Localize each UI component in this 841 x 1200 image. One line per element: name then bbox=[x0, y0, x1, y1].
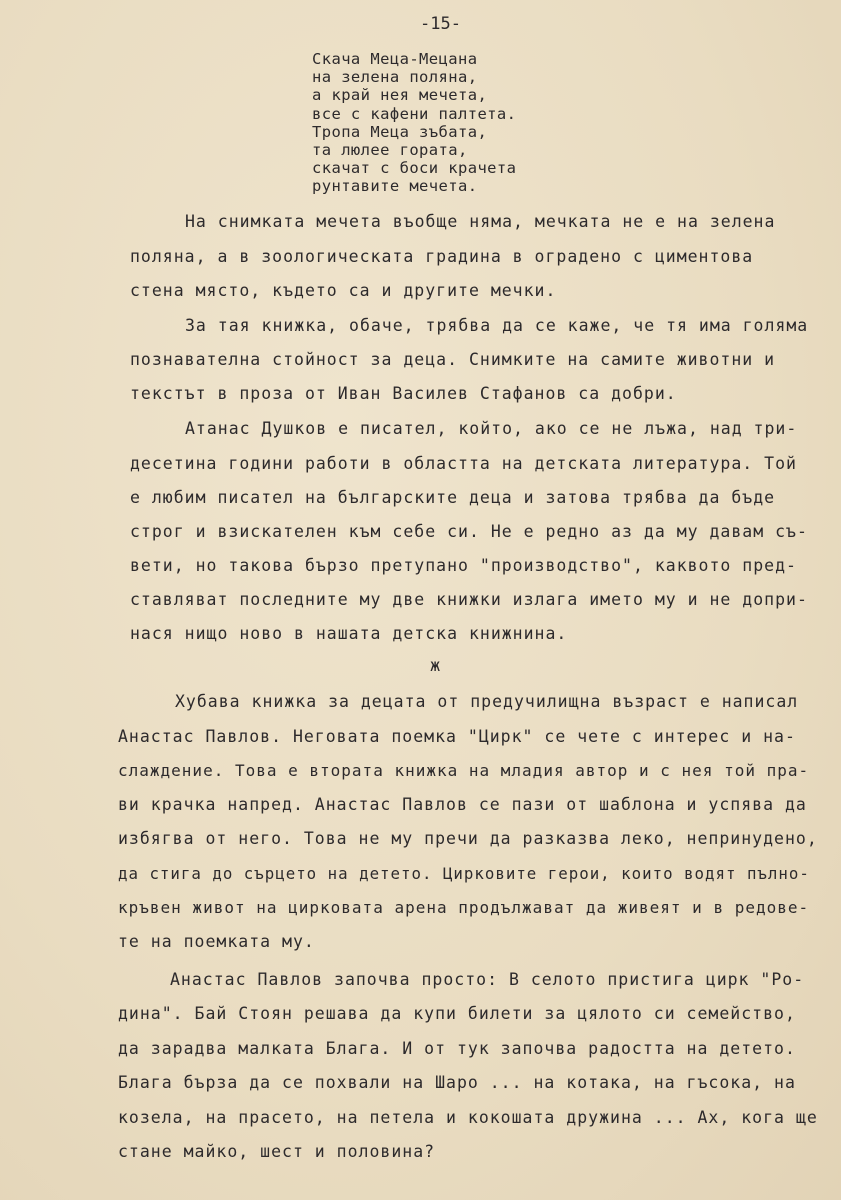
paragraph-2-line: текстът в проза от Иван Василев Стафанов са добри. bbox=[130, 384, 677, 403]
poem-line: Скача Меца-Мецана bbox=[312, 50, 478, 68]
page-number: -15- bbox=[420, 14, 461, 34]
paragraph-4-line: Хубава книжка за децата от предучилищна възраст е написал bbox=[175, 692, 799, 711]
paragraph-4-line: избягва от него. Това не му пречи да разказва леко, непринудено, bbox=[118, 829, 818, 848]
paragraph-5-line: дина". Бай Стоян решава да купи билети за цялото си семейство, bbox=[118, 1004, 796, 1023]
paragraph-1-line: поляна, а в зоологическата градина в оградено с циментова bbox=[130, 247, 754, 266]
paragraph-4-line: слаждение. Това е втората книжка на младия автор и с нея той пра- bbox=[118, 761, 810, 780]
section-separator: ж bbox=[430, 656, 441, 676]
paragraph-4-line: те на поемката му. bbox=[118, 932, 315, 951]
paragraph-3-line: вети, но такова бързо претупано "производство", каквото пред- bbox=[130, 556, 797, 575]
paragraph-5-line: стане майко, шест и половина? bbox=[118, 1142, 436, 1161]
paragraph-5-line: Анастас Павлов започва просто: В селото пристига цирк "Ро- bbox=[170, 970, 805, 989]
paragraph-5-line: Блага бърза да се похвали на Шаро ... на котака, на гъсока, на bbox=[118, 1073, 796, 1092]
paragraph-2-line: За тая книжка, обаче, трябва да се каже, че тя има голяма bbox=[185, 316, 809, 335]
paragraph-4-line: Анастас Павлов. Неговата поемка "Цирк" се чете с интерес и на- bbox=[118, 727, 796, 746]
paragraph-2-line: познавателна стойност за деца. Снимките на самите животни и bbox=[130, 350, 776, 369]
paragraph-3-line: Атанас Душков е писател, който, ако се не лъжа, над три- bbox=[185, 419, 798, 438]
paragraph-3-line: десетина години работи в областта на детската литература. Той bbox=[130, 454, 797, 473]
poem-line: скачат с боси крачета bbox=[312, 159, 517, 178]
paragraph-5-line: да зарадва малката Блага. И от тук започва радостта на детето. bbox=[118, 1039, 796, 1058]
paragraph-3-line: е любим писател на българските деца и затова трябва да бъде bbox=[130, 488, 776, 507]
paragraph-4-line: кръвен живот на цирковата арена продължават да живеят и в редове- bbox=[118, 898, 810, 917]
paragraph-1-line: стена място, където са и другите мечки. bbox=[130, 281, 557, 300]
paragraph-3-line: ставляват последните му две книжки излага името му и не допри- bbox=[130, 590, 808, 609]
poem-line: на зелена поляна, bbox=[312, 68, 478, 87]
poem-line: та люлее гората, bbox=[312, 141, 468, 160]
poem-line: все с кафени палтета. bbox=[312, 104, 517, 123]
paragraph-4-line: да стига до сърцето на детето. Цирковите герои, които водят пълно- bbox=[118, 864, 810, 883]
paragraph-3-line: нася нищо ново в нашата детска книжнина. bbox=[130, 624, 568, 643]
poem-line: а край нея мечета, bbox=[312, 86, 488, 105]
poem-line: рунтавите мечета. bbox=[312, 177, 478, 196]
paragraph-5-line: козела, на прасето, на петела и кокошата дружина ... Ах, кога ще bbox=[118, 1108, 818, 1127]
paragraph-1-line: На снимката мечета въобще няма, мечката не е на зелена bbox=[185, 212, 776, 231]
poem-line: Тропа Меца зъбата, bbox=[312, 122, 488, 141]
paragraph-4-line: ви крачка напред. Анастас Павлов се пази от шаблона и успява да bbox=[118, 795, 807, 814]
paragraph-3-line: строг и взискателен към себе си. Не е редно аз да му давам съ- bbox=[130, 522, 808, 541]
poem bbox=[312, 50, 516, 196]
